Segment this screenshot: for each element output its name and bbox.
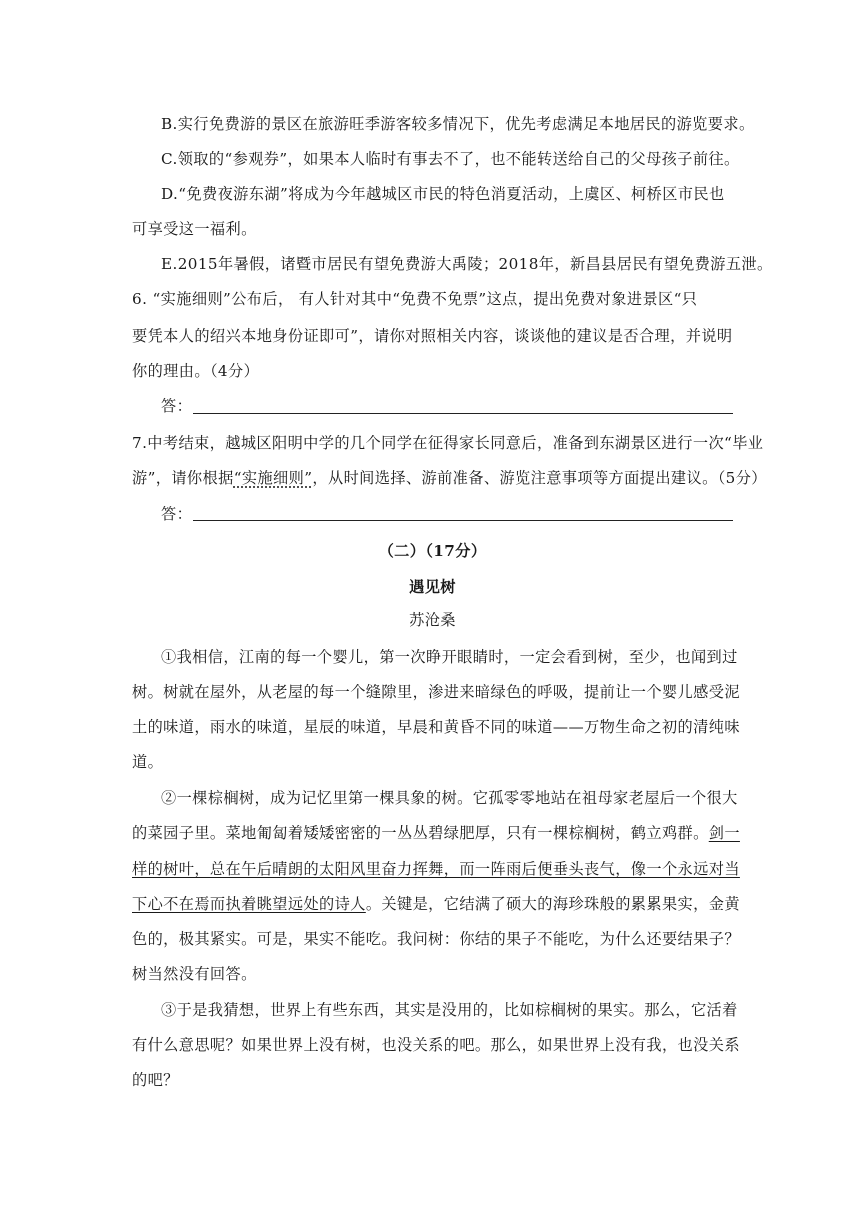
- question-6-answer-line: [193, 413, 733, 414]
- essay-title: 遇见树: [409, 578, 456, 596]
- paragraph-1-line4: 道。: [132, 753, 164, 771]
- question-6-line2: 要凭本人的绍兴本地身份证即可”，请你对照相关内容，谈谈他的建议是否合理，并说明: [132, 327, 733, 345]
- question-7-line1: 7.中考结束，越城区阳明中学的几个同学在征得家长同意后，准备到东湖景区进行一次“毕业: [132, 434, 764, 452]
- paragraph-1-line1: ①我相信，江南的每一个婴儿，第一次睁开眼睛时，一定会看到树，至少，也闻到过: [161, 648, 738, 666]
- paragraph-3-line3: 的吧？: [132, 1071, 179, 1089]
- paragraph-3-line2: 有什么意思呢？如果世界上没有树，也没关系的吧。那么，如果世界上没有我，也没关系: [132, 1036, 740, 1054]
- question-6-answer-label: 答：: [161, 397, 193, 415]
- underlined-sentence-start: 剑一: [708, 824, 740, 842]
- paragraph-1-line3: 土的味道，雨水的味道，星辰的味道，早晨和黄昏不同的味道——万物生命之初的清纯味: [132, 718, 740, 736]
- section-heading: （二）（17分）: [378, 542, 487, 560]
- essay-author: 苏沧桑: [409, 611, 456, 629]
- paragraph-2-text: 的菜园子里。菜地匍匐着矮矮密密的一丛丛碧绿肥厚，只有一棵棕榈树，鹤立鸡群。: [132, 824, 709, 842]
- option-d-line2: 可享受这一福利。: [132, 220, 257, 238]
- question-7-answer-label: 答：: [161, 505, 193, 523]
- question-6-line1: 6. “实施细则”公布后， 有人针对其中“免费不免票”这点，提出免费对象进景区“只: [132, 290, 698, 308]
- paragraph-1-line2: 树。树就在屋外，从老屋的每一个缝隙里，渗进来暗绿色的呼吸，提前让一个婴儿感受泥: [132, 683, 740, 701]
- question-6-line3: 你的理由。（4分）: [132, 362, 260, 380]
- question-7-emphasis: “实施细则”: [233, 469, 313, 487]
- paragraph-3-line1: ③于是我猜想，世界上有些东西，其实是没用的，比如棕榈树的果实。那么，它活着: [161, 1001, 738, 1019]
- paragraph-2-line1: ②一棵棕榈树，成为记忆里第一棵具象的树。它孤零零地站在祖母家老屋后一个很大: [161, 789, 738, 807]
- paragraph-2-line6: 树当然没有回答。: [132, 965, 257, 983]
- question-7-text-b: ，从时间选择、游前准备、游览注意事项等方面提出建议。（5分）: [312, 469, 767, 487]
- paragraph-2-text-after: 。关键是，它结满了硕大的海珍珠般的累累果实，金黄: [365, 895, 740, 913]
- question-7-text-a: 游”，请你根据: [132, 469, 234, 487]
- underlined-sentence-end: 下心不在焉而执着眺望远处的诗人: [132, 895, 366, 913]
- option-d-line1: D.“免费夜游东湖”将成为今年越城区市民的特色消夏活动，上虞区、柯桥区市民也: [161, 185, 725, 203]
- option-b: B.实行免费游的景区在旅游旺季游客较多情况下，优先考虑满足本地居民的游览要求。: [161, 115, 755, 133]
- question-7-answer-line: [193, 520, 733, 521]
- underlined-sentence-middle: 样的树叶，总在午后晴朗的太阳风里奋力挥舞，而一阵雨后便垂头丧气，像一个永远对当: [132, 860, 740, 878]
- paragraph-2-line5: 色的，极其紧实。可是，果实不能吃。我问树：你结的果子不能吃，为什么还要结果子？: [132, 930, 740, 948]
- option-e: E.2015年暑假，诸暨市居民有望免费游大禹陵；2018年，新昌县居民有望免费游五泄。: [161, 255, 773, 273]
- question-7-line2: [132, 468, 767, 488]
- paragraph-2-line4: [132, 894, 740, 914]
- option-c: C.领取的“参观券”，如果本人临时有事去不了，也不能转送给自己的父母孩子前往。: [161, 150, 740, 168]
- paragraph-2-line2: [132, 823, 740, 843]
